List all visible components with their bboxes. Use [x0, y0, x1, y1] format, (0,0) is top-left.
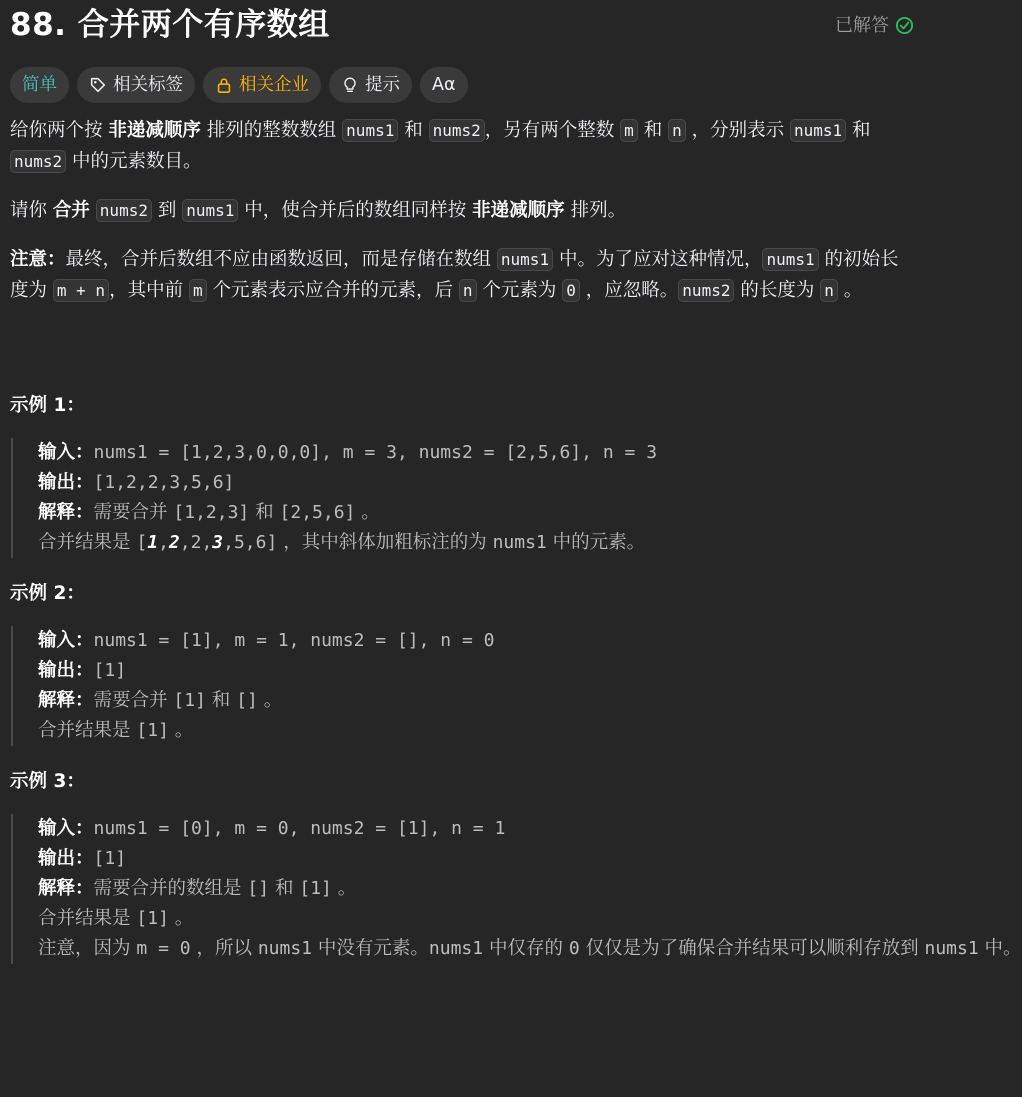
example-result-line [38, 904, 914, 934]
input-value: nums1 = [1,2,3,0,0,0], m = 3, nums2 = [2,5,6], n = 3 [93, 442, 658, 463]
inline-code: nums1 [762, 248, 818, 271]
lightbulb-icon [341, 76, 359, 94]
companies-tag-label: 相关企业 [239, 74, 309, 95]
difficulty-tag[interactable] [10, 67, 69, 103]
text: 中的元素数目。 [66, 151, 202, 172]
text: 。 [837, 280, 863, 301]
text: 和 [398, 120, 429, 141]
text: 和 [846, 120, 871, 141]
inline-code: n [668, 119, 686, 142]
text: 个元素为 [476, 280, 563, 301]
topics-tag-label: 相关标签 [113, 74, 183, 95]
merged-array [136, 532, 277, 553]
text: 合并结果是 [38, 720, 137, 741]
code-text: ,5,6] [223, 532, 278, 553]
code-text: m = 0 [136, 938, 191, 959]
hint-button[interactable] [329, 67, 412, 103]
text: 需要合并 [93, 690, 174, 711]
translate-icon: Aα [432, 74, 456, 95]
text: 。 [257, 690, 283, 711]
code-text: , [158, 532, 169, 553]
example-input-line [38, 438, 914, 468]
text: 和 [637, 120, 669, 141]
inline-code: n [459, 279, 477, 302]
solved-label: 已解答 [835, 14, 889, 36]
code-text: nums1 [492, 532, 547, 553]
bold-italic-value: 2 [168, 532, 180, 553]
example-explain-line [38, 874, 914, 904]
example-result-line [38, 716, 914, 746]
lock-icon [215, 76, 233, 94]
example-input-line [38, 626, 914, 656]
text: 到 [151, 200, 183, 221]
text: 和 [205, 690, 237, 711]
text: ，其中前 [109, 280, 189, 301]
text: 和 [249, 502, 280, 523]
tag-bar [10, 67, 914, 103]
inline-code: m + n [53, 279, 109, 302]
input-value: nums1 = [1], m = 1, nums2 = [], n = 0 [93, 630, 495, 651]
text: 。 [168, 720, 194, 741]
output-value: [1,2,2,3,5,6] [93, 472, 235, 493]
code-text: nums1 [257, 938, 313, 959]
text: 的长度为 [734, 280, 821, 301]
example-2-block [11, 626, 914, 746]
output-value: [1] [93, 848, 127, 869]
example-3-title: 示例 3： [10, 771, 85, 792]
explain-label: 解释： [38, 690, 94, 711]
inline-code: n [820, 279, 838, 302]
code-text: nums1 [428, 938, 484, 959]
inline-code: 0 [562, 279, 580, 302]
code-text: 0 [568, 938, 580, 959]
text: 。 [355, 502, 380, 523]
inline-code: nums2 [678, 279, 734, 302]
code-text: [] [236, 690, 258, 711]
spacer [10, 324, 914, 390]
example-input-line [38, 814, 914, 844]
explain-label: 解释： [38, 502, 94, 523]
code-text: [] [247, 878, 270, 899]
tag-icon [89, 76, 107, 94]
output-label: 输出： [38, 848, 94, 869]
code-text: nums1 [924, 938, 979, 959]
text: 。 [168, 908, 194, 929]
text: 排列。 [564, 200, 627, 221]
example-result-line [38, 528, 914, 558]
code-text: [1] [136, 908, 169, 929]
text: 需要合并的数组是 [93, 878, 248, 899]
inline-code: nums2 [96, 199, 152, 222]
output-label: 输出： [38, 660, 94, 681]
code-text: [1,2,3] [173, 502, 250, 523]
input-label: 输入： [38, 442, 94, 463]
code-text: [1] [136, 720, 169, 741]
example-2-title: 示例 2： [10, 583, 85, 604]
example-note-line [38, 934, 1022, 964]
description-paragraph-2 [10, 195, 914, 226]
text [90, 200, 96, 221]
inline-code: nums1 [790, 119, 846, 142]
text: 需要合并 [93, 502, 174, 523]
text: 请你 [10, 200, 53, 221]
text: 排列的整数数组 [200, 120, 343, 141]
solved-status [835, 10, 914, 41]
hint-label: 提示 [365, 74, 400, 95]
explain-label: 解释： [38, 878, 94, 899]
example-explain-line [38, 686, 914, 716]
check-circle-icon [895, 16, 914, 35]
input-value: nums1 = [0], m = 0, nums2 = [1], n = 1 [93, 818, 506, 839]
example-output-line [38, 844, 914, 874]
text: ，所以 [190, 938, 258, 959]
example-output-line [38, 468, 914, 498]
inline-code: nums2 [429, 119, 485, 142]
text: 合并结果是 [38, 532, 137, 553]
input-label: 输入： [38, 630, 94, 651]
bold-text: 合并 [52, 200, 90, 221]
example-1-title: 示例 1： [10, 395, 85, 416]
code-text: [2,5,6] [279, 502, 356, 523]
inline-code: nums1 [497, 248, 553, 271]
translate-button[interactable] [420, 67, 468, 103]
companies-tag-button[interactable] [203, 67, 321, 103]
inline-code: nums2 [10, 150, 66, 173]
text: 中没有元素。 [312, 938, 429, 959]
description-paragraph-1 [10, 115, 914, 177]
text: 的初始长度为 [10, 249, 899, 301]
text: ，分别表示 [685, 120, 790, 141]
code-text: [1] [299, 878, 332, 899]
example-3-block [11, 814, 1022, 964]
inline-code: m [620, 119, 638, 142]
topics-tag-button[interactable] [77, 67, 195, 103]
text: 个元素表示应合并的元素，后 [206, 280, 459, 301]
text: 给你两个按 [10, 120, 109, 141]
text: 合并结果是 [38, 908, 137, 929]
text: 中仅存的 [483, 938, 569, 959]
bold-italic-value: 3 [212, 532, 224, 553]
text: 中的元素。 [546, 532, 646, 553]
text: 仅仅是为了确保合并结果可以顺利存放到 [579, 938, 925, 959]
output-label: 输出： [38, 472, 94, 493]
title-row [10, 0, 914, 52]
text: ，其中斜体加粗标注的为 [277, 532, 493, 553]
difficulty-label: 简单 [22, 74, 57, 95]
text: 注意，因为 [38, 938, 137, 959]
code-text: ,2, [179, 532, 213, 553]
code-text: [1] [173, 690, 206, 711]
output-value: [1] [93, 660, 127, 681]
text: ，另有两个整数 [484, 120, 621, 141]
bold-text: 非递减顺序 [108, 120, 201, 141]
inline-code: nums1 [182, 199, 238, 222]
description-paragraph-3 [10, 244, 914, 306]
bold-text: 注意： [10, 249, 66, 270]
text: 最终，合并后数组不应由函数返回，而是存储在数组 [65, 249, 497, 270]
text: 中，使合并后的数组同样按 [238, 200, 473, 221]
text: 中。为了应对这种情况， [553, 249, 763, 270]
page-title: 88. 合并两个有序数组 [10, 6, 330, 43]
text: 中。 [978, 938, 1022, 959]
code-text: [ [136, 532, 148, 553]
text: ，应忽略。 [579, 280, 679, 301]
example-explain-line [38, 498, 914, 528]
inline-code: m [189, 279, 207, 302]
text: 。 [331, 878, 357, 899]
bold-italic-value: 1 [147, 532, 159, 553]
bold-text: 非递减顺序 [472, 200, 565, 221]
inline-code: nums1 [342, 119, 398, 142]
example-output-line [38, 656, 914, 686]
text: 和 [269, 878, 300, 899]
input-label: 输入： [38, 818, 94, 839]
example-1-block [11, 438, 914, 558]
